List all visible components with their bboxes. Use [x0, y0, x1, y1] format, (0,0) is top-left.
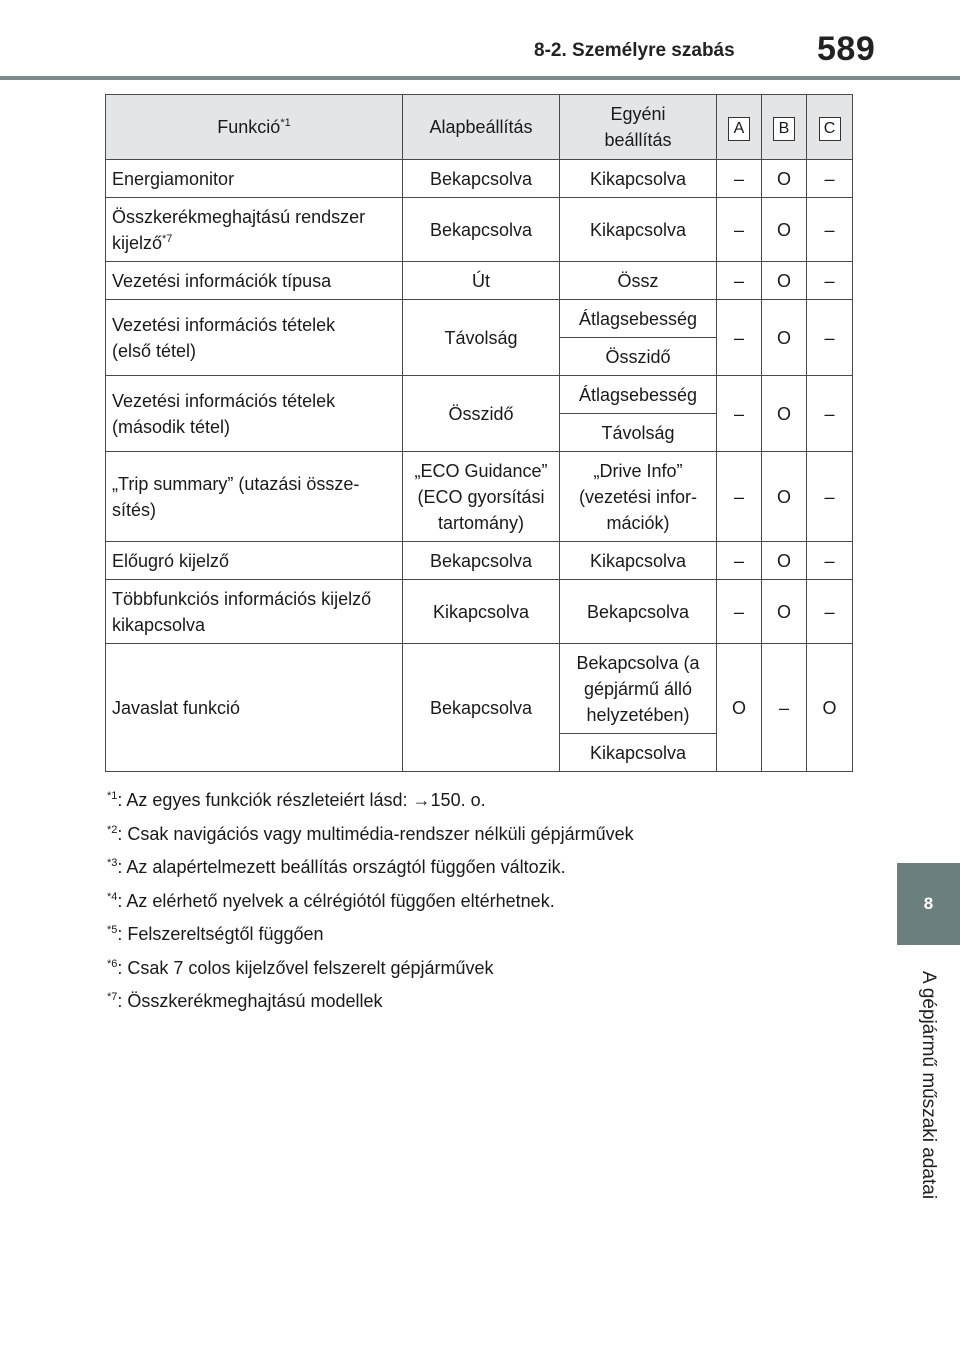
footnotes: [107, 784, 867, 1019]
table-row: [106, 644, 853, 734]
default-cell: Bekapcsolva: [403, 644, 560, 772]
col-c-cell: –: [807, 452, 853, 542]
col-c-cell: –: [807, 376, 853, 452]
header-default: Alapbeállítás: [403, 95, 560, 160]
feature-cell: Vezetési információk típusa: [106, 262, 403, 300]
footnote: $^{*7}$: Összkerékmeghajtású modellek: [107, 991, 383, 1011]
footnote: $^{*4}$: Az elérhető nyelvek a célrégiótól függően eltérhetnek.: [107, 890, 555, 911]
custom-cell: Kikapcsolva: [560, 160, 717, 198]
footnote: $^{*6}$: Csak 7 colos kijelzővel felszerelt gépjárművek: [107, 957, 494, 978]
custom-cell: Bekapcsolva (a gépjármű álló helyzetében): [560, 644, 717, 734]
table-row: [106, 160, 853, 198]
col-b-cell: O: [762, 262, 807, 300]
table-row: [106, 198, 853, 262]
customization-table: [105, 94, 853, 772]
col-a-cell: O: [717, 644, 762, 772]
header-rule: [0, 76, 960, 80]
feature-cell: Összkerékmeghajtású rendszer kijelző$^{*7}$: [106, 198, 403, 262]
feature-cell: Előugró kijelző: [106, 542, 403, 580]
custom-cell: Kikapcsolva: [560, 198, 717, 262]
custom-cell: Össz: [560, 262, 717, 300]
custom-cell: Összidő: [560, 338, 717, 376]
table-row: [106, 452, 853, 542]
col-a-cell: –: [717, 198, 762, 262]
custom-cell: Átlagsebesség: [560, 300, 717, 338]
feature-cell: Többfunkciós információs kijelző kikapcsolva: [106, 580, 403, 644]
chapter-tab: [897, 863, 960, 945]
custom-cell: Távolság: [560, 414, 717, 452]
chapter-title: A gépjármű műszaki adatai: [918, 970, 939, 1200]
col-b-cell: O: [762, 580, 807, 644]
header-col-a: A: [717, 95, 762, 160]
col-b-cell: O: [762, 198, 807, 262]
col-a-cell: –: [717, 452, 762, 542]
col-b-cell: –: [762, 644, 807, 772]
default-cell: Távolság: [403, 300, 560, 376]
table-row: [106, 580, 853, 644]
col-a-cell: –: [717, 160, 762, 198]
col-c-cell: O: [807, 644, 853, 772]
default-cell: Bekapcsolva: [403, 160, 560, 198]
col-b-cell: O: [762, 452, 807, 542]
footnote: $^{*2}$: Csak navigációs vagy multimédia-rendszer nélküli gépjárművek: [107, 823, 634, 844]
custom-cell: Bekapcsolva: [560, 580, 717, 644]
footnote: $^{*5}$: Felszereltségtől függően: [107, 924, 324, 944]
col-a-cell: –: [717, 376, 762, 452]
feature-cell: „Trip summary” (utazási össze- sítés): [106, 452, 403, 542]
col-c-cell: –: [807, 542, 853, 580]
col-a-cell: –: [717, 262, 762, 300]
footnote: $^{*1}$: Az egyes funkciók részleteiért lásd: →150. o.: [107, 790, 486, 810]
table-row: [106, 376, 853, 414]
table-row: [106, 300, 853, 338]
table-row: [106, 542, 853, 580]
custom-cell: Kikapcsolva: [560, 734, 717, 772]
chapter-number: 8: [923, 894, 934, 913]
page-number: 589: [817, 30, 876, 68]
feature-cell: Vezetési információs tételek (első tétel): [106, 300, 403, 376]
col-a-cell: –: [717, 300, 762, 376]
col-c-cell: –: [807, 300, 853, 376]
col-c-cell: –: [807, 580, 853, 644]
col-b-cell: O: [762, 376, 807, 452]
col-b-cell: O: [762, 542, 807, 580]
col-a-cell: –: [717, 580, 762, 644]
default-cell: Összidő: [403, 376, 560, 452]
feature-cell: Vezetési információs tételek (második tétel): [106, 376, 403, 452]
col-c-cell: –: [807, 262, 853, 300]
custom-cell: Kikapcsolva: [560, 542, 717, 580]
col-b-cell: O: [762, 160, 807, 198]
header-custom: Egyéni beállítás: [560, 95, 717, 160]
feature-cell: Energiamonitor: [106, 160, 403, 198]
footnote: $^{*3}$: Az alapértelmezett beállítás országtól függően változik.: [107, 857, 566, 877]
default-cell: Kikapcsolva: [403, 580, 560, 644]
default-cell: „ECO Guidance” (ECO gyorsítási tartomány): [403, 452, 560, 542]
col-b-cell: O: [762, 300, 807, 376]
default-cell: Bekapcsolva: [403, 542, 560, 580]
default-cell: Út: [403, 262, 560, 300]
col-c-cell: –: [807, 160, 853, 198]
header-col-c: C: [807, 95, 853, 160]
feature-cell: Javaslat funkció: [106, 644, 403, 772]
col-a-cell: –: [717, 542, 762, 580]
col-c-cell: –: [807, 198, 853, 262]
default-cell: Bekapcsolva: [403, 198, 560, 262]
table-header-row: [106, 95, 853, 160]
custom-cell: Átlagsebesség: [560, 376, 717, 414]
header-feature: Funkció$^{*1}$: [106, 95, 403, 160]
header-col-b: B: [762, 95, 807, 160]
custom-cell: „Drive Info” (vezetési infor- mációk): [560, 452, 717, 542]
table-row: [106, 262, 853, 300]
section-title: 8-2. Személyre szabás: [534, 40, 735, 61]
